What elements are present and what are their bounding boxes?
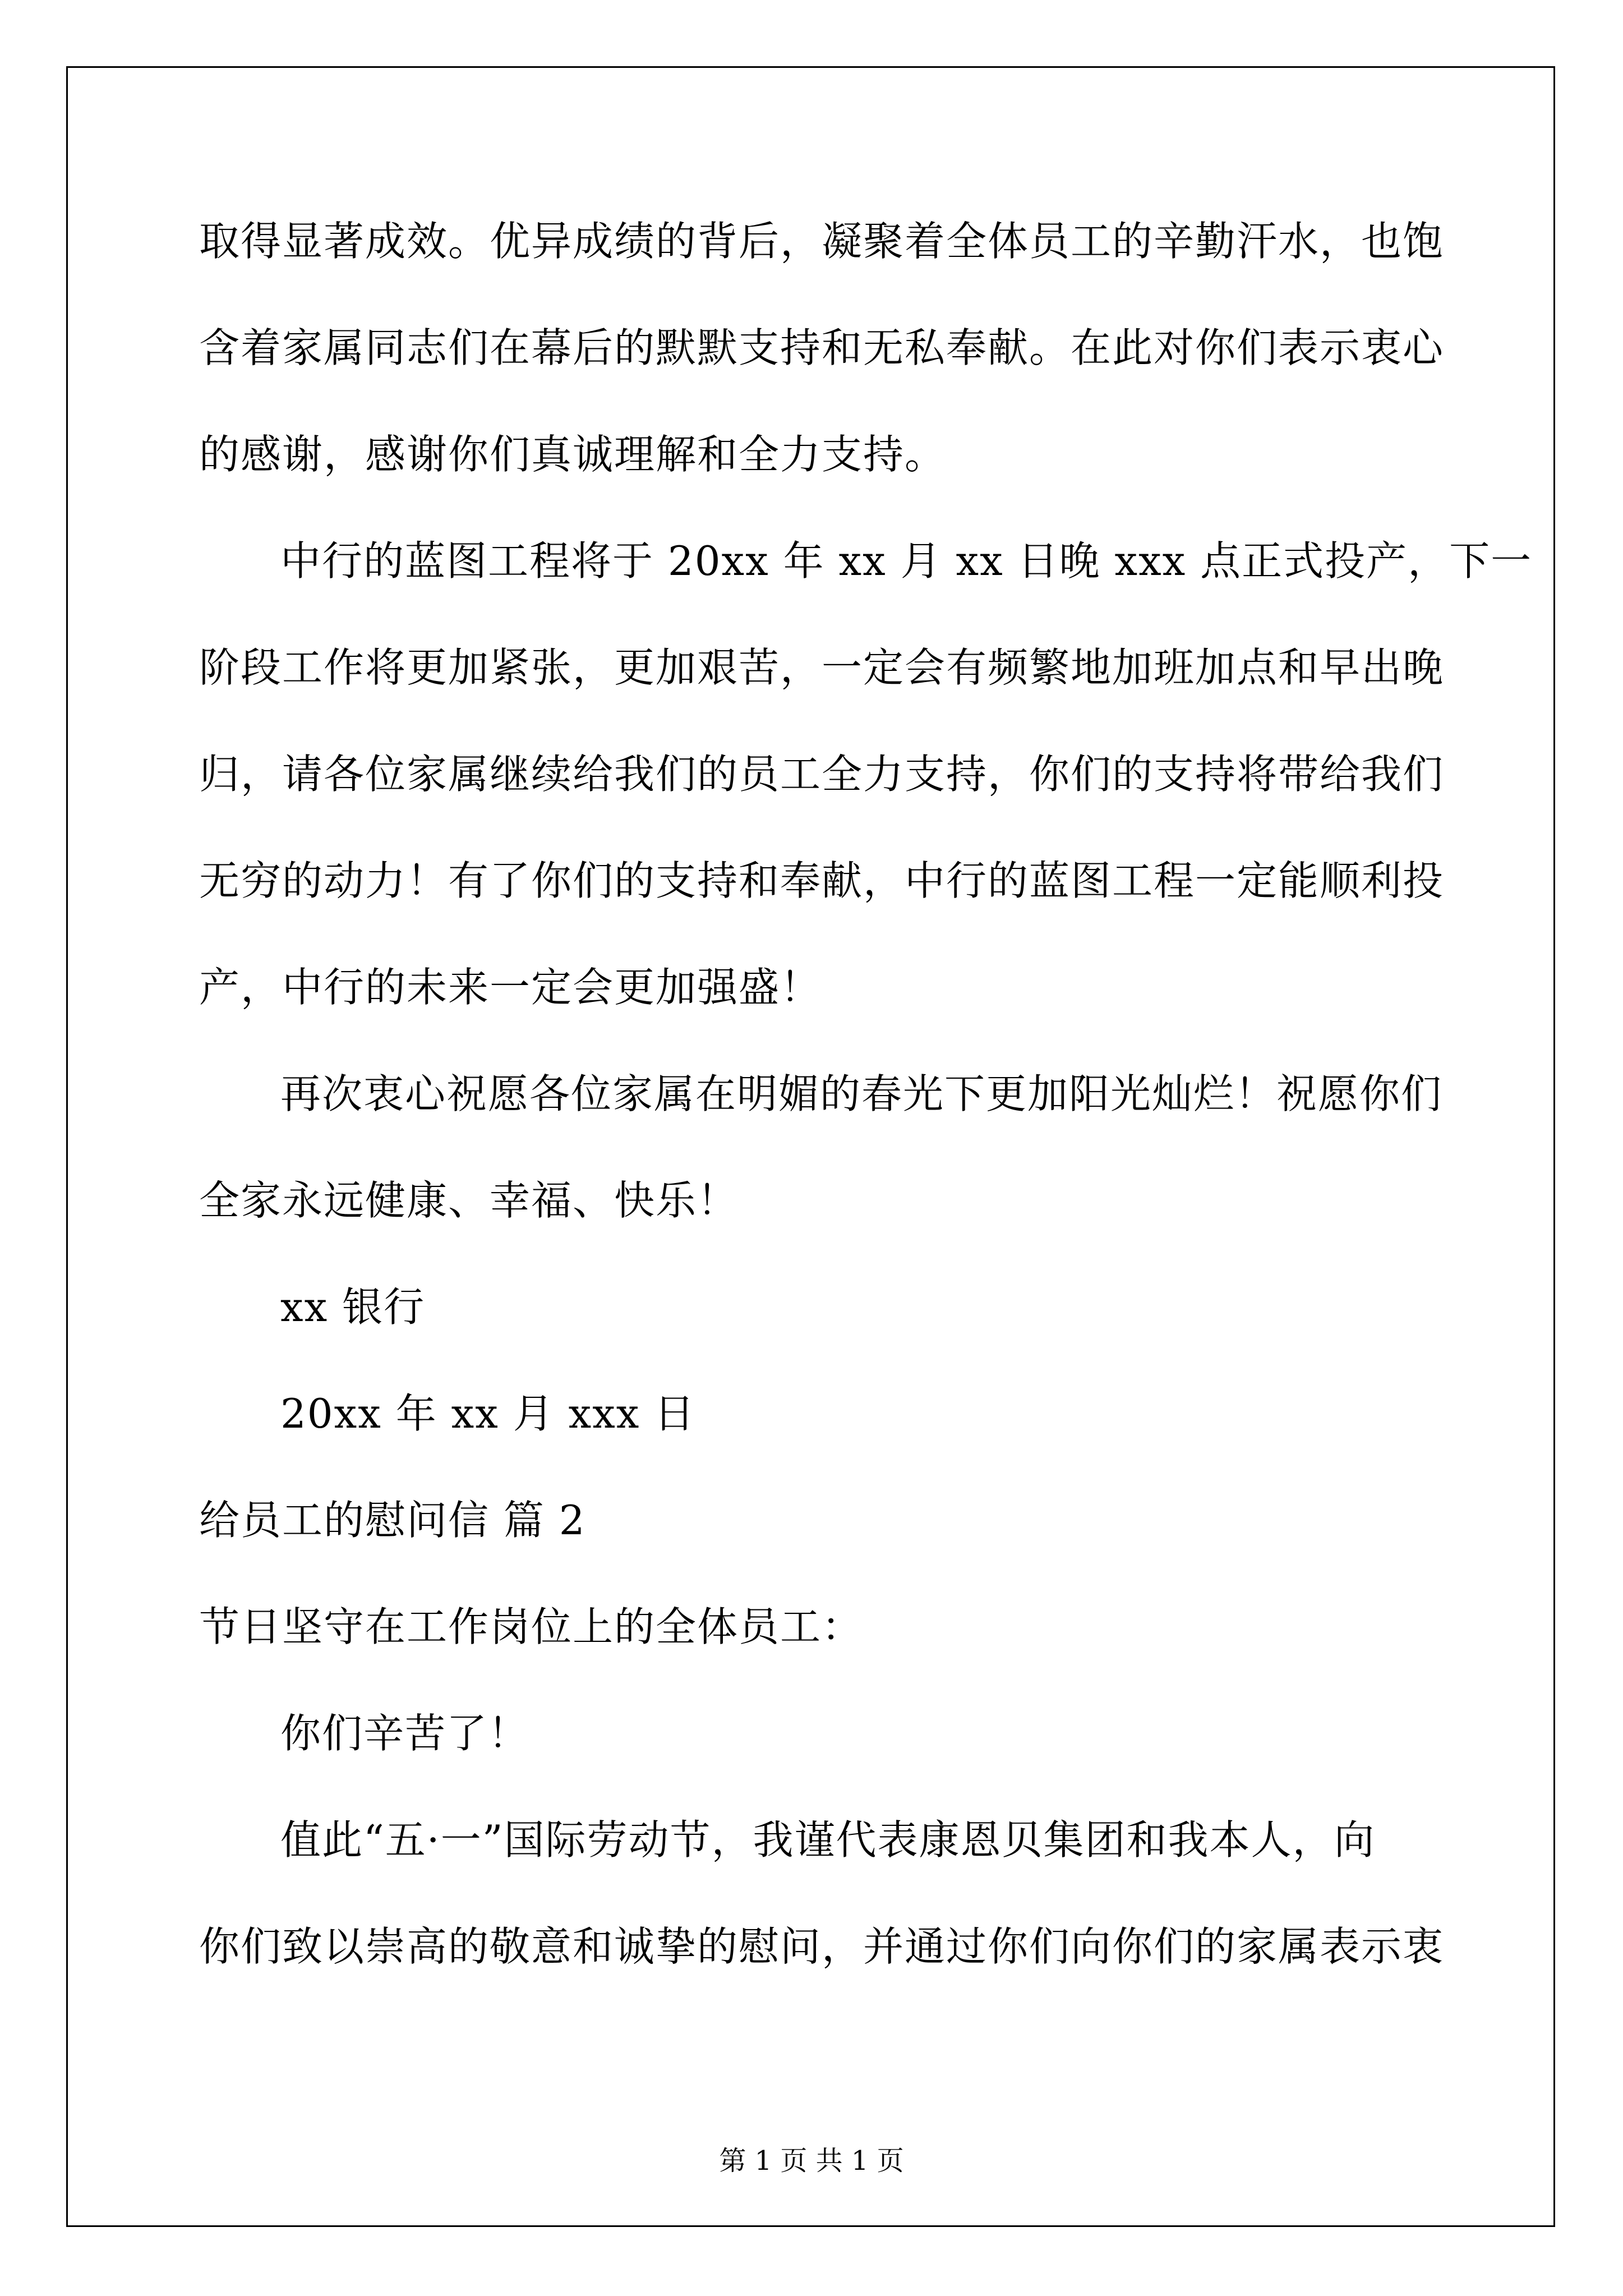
- body-line: 含着家属同志们在幕后的默默支持和无私奉献。在此对你们表示衷心: [199, 324, 1445, 371]
- body-line: 全家永远健康、幸福、快乐！: [199, 1177, 739, 1224]
- page-number-footer: 第 1 页 共 1 页: [719, 2145, 904, 2177]
- body-line: 你们致以崇高的敬意和诚挚的慰问，并通过你们向你们的家属表示衷: [199, 1923, 1445, 1970]
- page-border: [66, 66, 1555, 2227]
- body-line: 的感谢，感谢你们真诚理解和全力支持。: [199, 431, 947, 478]
- signature-bank: xx 银行: [280, 1283, 426, 1331]
- body-line: 阶段工作将更加紧张，更加艰苦，一定会有频繁地加班加点和早出晚: [199, 644, 1445, 691]
- body-line: 归，请各位家属继续给我们的员工全力支持，你们的支持将带给我们: [199, 751, 1445, 798]
- body-line: 你们辛苦了！: [280, 1710, 530, 1757]
- signature-date: 20xx 年 xx 月 xxx 日: [280, 1390, 696, 1437]
- section-heading: 给员工的慰问信 篇 2: [199, 1497, 586, 1544]
- body-line: 再次衷心祝愿各位家属在明媚的春光下更加阳光灿烂！祝愿你们: [280, 1070, 1443, 1117]
- body-line: 值此“五·一”国际劳动节，我谨代表康恩贝集团和我本人，向: [280, 1816, 1376, 1864]
- body-line: 产，中行的未来一定会更加强盛！: [199, 964, 822, 1011]
- body-line: 无穷的动力！有了你们的支持和奉献，中行的蓝图工程一定能顺利投: [199, 857, 1445, 904]
- body-line: 取得显著成效。优异成绩的背后，凝聚着全体员工的辛勤汗水，也饱: [199, 218, 1445, 265]
- salutation: 节日坚守在工作岗位上的全体员工：: [199, 1603, 864, 1650]
- body-line: 中行的蓝图工程将于 20xx 年 xx 月 xx 日晚 xxx 点正式投产，下一: [280, 537, 1533, 585]
